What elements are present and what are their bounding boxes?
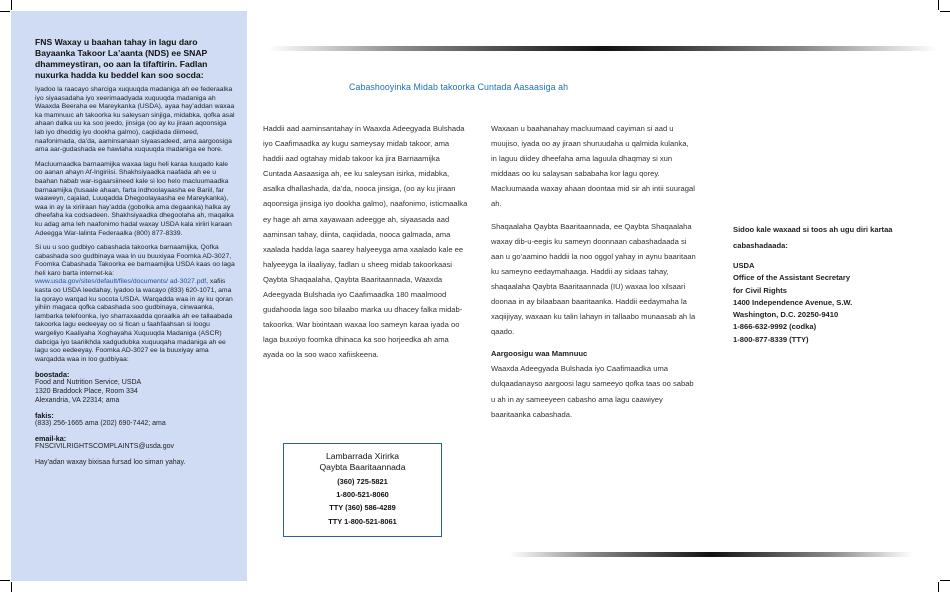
statement-paragraph: Macluumaadka barnaamijka waxaa lagu heli karaa luuqado kale oo aanan ahayn Af-Ingiriisi. Shakhsiyaadka naafada ah ee u baahan habab war-isgaarsiineed kale si loo helo macluumaadka barnaamijka (tusaale ahaan, farta indhoolayaasha ee Bariil, far waaweyn, cajalad, Luuqadda Dhegoolayaasha ee Mareykanka), waa in ay la xiriiraan hay’adda (gobolka ama degaanka) halka ay dheefaha ka codsadeen. Shakhsiyaadka dhegoolaha ah, maqalka ku adag ama leh naafonimo hadal waxay USDA kala xiriiri karaan Adeegga War-lalinta Federaalka (800) 877-8339. <box>35 160 234 237</box>
statement-paragraph <box>35 244 235 364</box>
address-phone: 1-866-632-9992 (codka) <box>733 322 817 332</box>
mail-label: boostada: <box>35 370 70 380</box>
statement-text: , xafiis kasta oo USDA leedahay, iyadoo la wacayo (833) 620-1071, ama la qorayo warqad ku socota USDA. Warqadda waa in ay ku qoran yihiin magaca qofka cabashada soo gudbinaya, cinwaanka, lambarka telefoonka, iyo sharraxaadda qoraalka ah ee tallaabada takoorka lagu eedeeyay oo si fican u faahfaahsan si loogu wargeliyo Kaaliyaha Xoghayaha Xuquuqda Madaniga (ASCR) dabciga iyo taariikhda xadgudubka xuquuqaha madaniga ah ee lagu soo eedeeyay. Foomka AD-3027 ee la buuxiyay ama warqadda waa in loo gudbiyaa: <box>35 278 233 363</box>
usda-address-block <box>733 222 923 346</box>
statement-paragraph: Iyadoo la raacayo sharciga xuquuqda madaniga ah ee federaalka iyo siyaasadaha iyo xeerimaadyada xuquuqda madaniga ah Waaxda Beeraha ee Mareykanka (USDA), ayaa hay’addan waxaa ka mamnuuc ah takoorka ku saleysan sinjiga, midabka, qofka asal ahaan dalka uu ka soo jeedo, jinsiga (oo ay ku jiraan aqoonsiga lab iyo dheddig iyo dookha galmo), caqiidada diimeed, naafonimada, da’da, aaminsanaan siyaasadeed, ama aargoosiga ama aar-gudashada ee hawlaha xuquuqda madaniga ee hore. <box>35 86 235 154</box>
contact-phone: (360) 725-5821 <box>337 477 388 486</box>
fax-number: (833) 256-1665 ama (202) 690-7442; ama <box>35 420 166 428</box>
body-paragraph: Shaqaalaha Qaybta Baaritaannada, ee Qaybta Shaqaalaha waxay dib-u-eegis ku sameyn doonnaan cabashadaada si aan u go’aamino haddii la noo oggol yahay in aynu baaritaan ku sameyno eedaymahaaga. Haddii ay sidaas tahay, shaqaalaha Qaybta Baaritaannada (IU) waxaa loo xilsaari doonaa in ay bilaabaan baaritaanka. Haddii eedaymaha la xaqiijiyay, waxaan ku talin lahayn in tallaabo munaasab ah la qaado. <box>491 221 696 337</box>
address-tty: 1-800-877-8339 (TTY) <box>733 334 809 344</box>
mail-line: 1320 Braddock Place, Room 334 <box>35 388 138 396</box>
address-line: Office of the Assistant Secretary <box>733 273 851 283</box>
crop-mark <box>938 0 939 10</box>
address-line: USDA <box>733 261 755 270</box>
body-paragraph: Waxaan u baahanahay macluumaad cayiman si aad u muujiso, iyada oo ay jiraan shuruudaha u qalmida kulanka, in laguu diidey dheefaha ama laguula dhaqmay si xun middaas oo ku salaysan sababaha kor lagu qorey. Macluumaada waxay ahaan doontaa mid sir ah intii suuragal ah. <box>491 124 695 209</box>
ad-3027-form-link[interactable]: www.usda.gov/sites/default/files/documents/ ad-3027.pdf <box>35 278 207 286</box>
crop-mark <box>11 0 12 10</box>
mail-line: Food and Nutrition Service, USDA <box>35 379 142 387</box>
contact-box-title: Lambarrada Xirirka <box>325 451 400 461</box>
crop-mark <box>0 11 10 12</box>
statement-text: Si uu u soo gudbiyo cabashada takoorka barnaamijka, Qofka cabashada soo gudbinaya waa in uu buuxiyaa Foomka AD-3027, Foomka Cabashada Takoorka ee barnaamijka USDA kaas oo laga heli karo barta internet-ka: <box>35 244 235 277</box>
mail-line: Alexandria, VA 22314; ama <box>35 397 120 405</box>
contact-tty: TTY (360) 586-4289 <box>329 503 396 513</box>
address-line: for Civil Rights <box>733 285 788 295</box>
crop-mark <box>11 582 12 592</box>
equal-opportunity-statement: Hay’adan waxay bixisaa fursad loo siman yahay. <box>35 458 186 466</box>
retaliation-heading: Aargoosigu waa Mamnuuc <box>491 349 588 359</box>
body-column-2 <box>491 121 696 429</box>
contact-box-title: Qaybta Baaritaannada <box>319 462 406 472</box>
nondiscrimination-statement-panel <box>11 11 247 581</box>
top-divider-rule <box>268 46 938 51</box>
investigations-contact-box <box>283 443 442 537</box>
crop-mark <box>940 580 950 581</box>
contact-tty: TTY 1-800-521-8061 <box>328 516 397 526</box>
address-line: Washington, D.C. 20250-9410 <box>733 310 839 320</box>
fax-label: fakis: <box>35 411 54 421</box>
address-intro: Sidoo kale waxaad si toos ah ugu diri kartaa cabashadaada: <box>733 225 893 250</box>
email-label: email-ka: <box>35 434 67 444</box>
bottom-divider-rule <box>510 552 912 557</box>
crop-mark <box>938 582 939 592</box>
statement-heading: FNS Waxay u baahan tahay in lagu daro Bayaanka Takoor La’aanta (NDS) ee SNAP dhammeystiran, oo aan la tifaftirin. Fadlan nuxurka hadda ku beddel kan soo socda: <box>35 37 208 80</box>
contact-phone: 1-800-521-8060 <box>336 490 389 500</box>
body-paragraph: Waaxda Adeegyada Bulshada iyo Caafimaadka uma dulqaadanayso aargoosi lagu sameeyo qofka taas oo sabab u ah in ay sameeyeen cabasho ama lagu caawiyey baaritaanka cabashada. <box>491 364 694 419</box>
crop-mark <box>940 11 950 12</box>
email-address[interactable]: FNSCIVILRIGHTSCOMPLAINTS@usda.gov <box>35 443 174 451</box>
body-column-1 <box>263 121 468 370</box>
body-paragraph: Haddii aad aaminsantahay in Waaxda Adeegyada Bulshada iyo Caafimaadka ay kugu sameysay midab takoor, ama haddii aad ogtahay midab takoor ka jira Barnaamijka Cuntada Aasaasiga ah, ee ku saleysan isirka, midabka, asalka dhallashada, da’da, nooca jinsiga, (oo ay ku jiraan aqoonsiga jinsiga iyo dookha galmo), naafonimo, isticmaalka ey hage ah ama xayawaan adeegge ah, siyaasada aad aaminsan tahay, diinta, caqiidada, nooca galmada, ama xaalada hadda laga saarey halyeeyga ama xaalado kale ee halyeeyga la ilaaliyay, fadlan u sheeg midab takoorkaasi Qaybta Shaqaalaha, Qaybta Baaritaannada, Waaxda Adeegyada Bulshada iyo Caafimaadka 180 maalmood gudahooda laga soo bilaabo marka uu dhacey falka midab-takoorka. War bixintaan waxaa loo sameyn karaa iyada oo laga buuxiyo foomka dhinaca ka soo horjeedka ah ama ayada oo la soo waco xafiiskeena. <box>263 124 468 360</box>
mail-address <box>35 379 235 406</box>
section-subtitle: Cabashooyinka Midab takoorka Cuntada Aasaasiga ah <box>349 82 569 92</box>
address-line: 1400 Independence Avenue, S.W. <box>733 297 853 307</box>
crop-mark <box>0 580 10 581</box>
